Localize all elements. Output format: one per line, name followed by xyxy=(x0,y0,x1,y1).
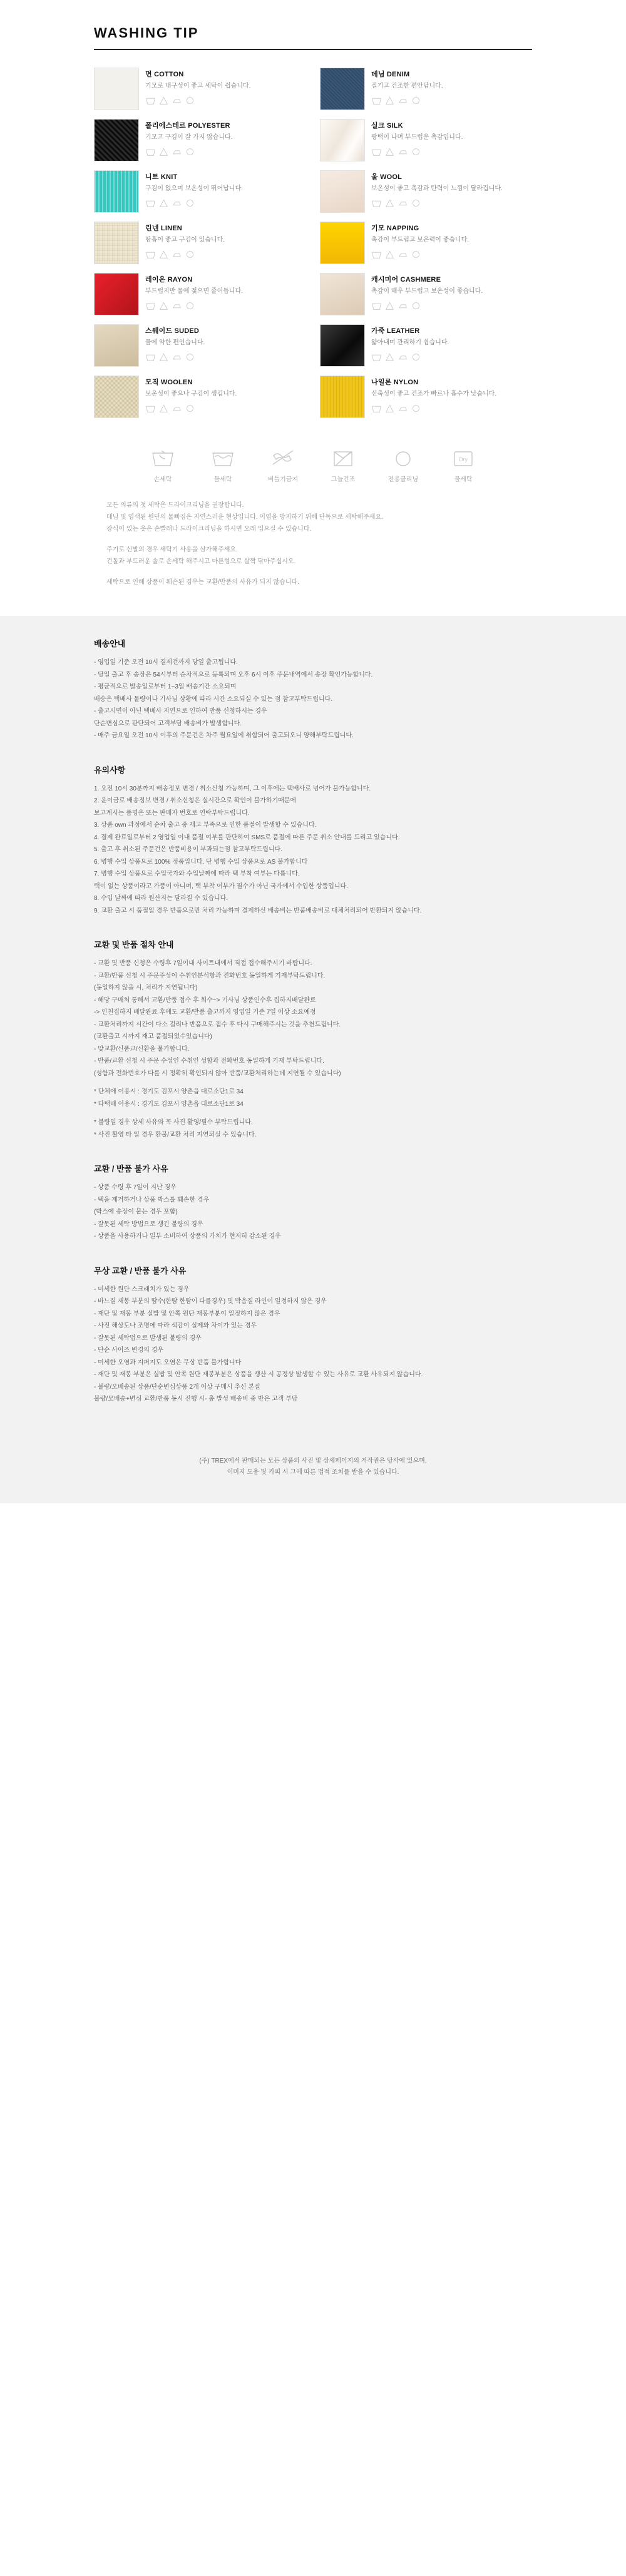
bleach-icon xyxy=(158,301,169,310)
fabric-swatch xyxy=(94,222,139,264)
iron-icon xyxy=(398,352,408,362)
dry-clean-icon xyxy=(411,352,421,362)
dry-clean-icon xyxy=(411,198,421,208)
washing-note: 세탁으로 인해 상품이 훼손된 경우는 교환/반품의 사유가 되지 않습니다. xyxy=(106,579,299,586)
wash-icon xyxy=(371,96,382,105)
fabric-swatch xyxy=(320,324,365,367)
bleach-icon xyxy=(384,96,395,105)
care-symbol xyxy=(264,447,302,483)
fabric-name: 가죽 LEATHER xyxy=(371,327,420,335)
fabric-name: 울 WOOL xyxy=(371,173,403,181)
fabric-care-icons xyxy=(371,147,463,156)
list-item: - 당일 출고 후 송장은 54시부터 순차적으로 등록되며 오후 6시 이후 주문내역에서 송장 확인가능합니다. xyxy=(94,671,373,678)
caution-section xyxy=(94,764,532,917)
fabric-swatch xyxy=(320,119,365,161)
wash-icon xyxy=(145,404,156,413)
footer-section xyxy=(0,1452,626,1503)
care-symbol xyxy=(384,447,423,483)
iron-icon xyxy=(172,147,182,156)
footer-line: 이미지 도용 및 카피 시 그에 따른 법적 조치를 받을 수 있습니다. xyxy=(227,1468,399,1476)
fabric-item xyxy=(320,376,532,418)
wash-icon xyxy=(371,198,382,208)
care-symbol xyxy=(444,447,483,483)
care-symbol-label: 그늘건조 xyxy=(331,476,356,483)
fabric-name: 폴리에스테르 POLYESTER xyxy=(145,122,230,130)
spacer xyxy=(94,1080,532,1086)
fabric-desc: 부드럽지만 물에 젖으면 줄어듭니다. xyxy=(145,288,244,295)
fabric-name: 린넨 LINEN xyxy=(145,225,182,232)
fabric-care-icons xyxy=(145,352,205,362)
free-refuse-section xyxy=(94,1264,532,1406)
shipping-section xyxy=(94,637,532,742)
list-item: (성함과 전화번호가 다를 시 정확히 확인되지 않아 반품/교환처리하는데 지연될 수 있습니다) xyxy=(94,1070,341,1077)
list-item: (박스에 송장이 붙는 경우 포함) xyxy=(94,1209,178,1215)
list-item: - 교환 및 반품 신청은 수령후 7일이내 사이트내에서 직접 접수해주시기 바랍니다. xyxy=(94,960,312,967)
fabric-desc: 보온성이 좋으나 구김이 생깁니다. xyxy=(145,391,237,397)
bleach-icon xyxy=(384,404,395,413)
washing-notes xyxy=(106,499,520,588)
care-symbol-label: 물세탁 xyxy=(454,476,473,483)
fabric-swatch xyxy=(94,170,139,213)
list-item-warning: * 사진 활영 타 일 경우 환불/교환 처리 지연되실 수 있습니다. xyxy=(94,1131,257,1138)
fabric-item xyxy=(320,222,532,264)
footer-line: (주) TREX에서 판매되는 모든 상품의 사진 및 상세페이지의 저작권은 당사에 있으며, xyxy=(199,1457,427,1464)
dry-clean-icon xyxy=(185,301,195,310)
fabric-desc: 기모고 구김이 잘 가지 않습니다. xyxy=(145,134,233,141)
care-symbol-label: 비틀기금지 xyxy=(267,476,299,483)
list-item: - 미세한 오염과 지퍼지도 오염은 무상 반품 불가합니다 xyxy=(94,1359,242,1366)
list-item: - 미세한 원단 스크래치가 있는 경우 xyxy=(94,1285,190,1293)
care-symbol-label: 손세탁 xyxy=(153,476,172,483)
list-item: - 해당 구매처 통해서 교환/반품 접수 후 회수~> 기사님 상품인수후 집하지배달완료 xyxy=(94,996,316,1004)
dry-clean-icon xyxy=(411,404,421,413)
fabric-desc: 촉감이 매우 부드럽고 보온성이 좋습니다. xyxy=(371,288,483,295)
wash-icon xyxy=(145,301,156,310)
fabric-item xyxy=(94,376,306,418)
fabric-item xyxy=(94,273,306,315)
list-item: - 반품/교환 신청 시 주문 수성인 수취인 성함과 전화번호 동일하게 기재 부탁드립니다. xyxy=(94,1058,324,1065)
fabric-item xyxy=(94,68,306,110)
fabric-swatch xyxy=(320,68,365,110)
fabric-grid xyxy=(94,68,532,418)
fabric-care-icons xyxy=(145,147,232,156)
fabric-desc: 기모로 내구성이 좋고 세탁이 쉽습니다. xyxy=(145,83,251,89)
fabric-care-icons xyxy=(371,352,449,362)
dry-clean-icon xyxy=(391,447,416,468)
bleach-icon xyxy=(384,352,395,362)
fabric-swatch xyxy=(320,222,365,264)
wash-icon xyxy=(145,198,156,208)
bleach-icon xyxy=(158,147,169,156)
bleach-icon xyxy=(384,301,395,310)
fabric-care-icons xyxy=(145,96,250,105)
fabric-item xyxy=(94,222,306,264)
wash-icon xyxy=(145,96,156,105)
fabric-name: 나일론 NYLON xyxy=(371,379,419,386)
washing-tip-section xyxy=(0,0,626,616)
bleach-icon xyxy=(158,352,169,362)
list-item: 4. 결제 완료일로부터 2 영업일 이내 품절 여부를 판단하여 SMS로 품절에 따른 주문 취소 안내를 드리고 있습니다. xyxy=(94,834,400,841)
iron-icon xyxy=(172,404,182,413)
list-item: - 교환/반품 신청 시 주문주성이 수취인분식항과 진화번호 동일하게 기재부탁드립니다. xyxy=(94,972,326,979)
iron-icon xyxy=(398,250,408,259)
list-item: - 영업일 기준 오전 10시 결제건까지 당일 출고됩니다. xyxy=(94,659,238,666)
info-section xyxy=(0,616,626,1452)
fabric-item xyxy=(320,324,532,367)
list-item: 2. 운이금로 배송정보 변경 / 취소신청은 실시간으로 확인이 불가하기때문에 xyxy=(94,797,297,804)
fabric-desc: 광택이 나며 부드럽운 촉감입니다. xyxy=(371,134,463,141)
spacer xyxy=(94,1110,532,1117)
care-symbol-label: 전용클리닝 xyxy=(387,476,419,483)
iron-icon xyxy=(172,301,182,310)
list-item: 8. 수입 날짜에 따라 원산지는 달라질 수 있습니다. xyxy=(94,895,228,902)
dry-clean-icon xyxy=(411,301,421,310)
iron-icon xyxy=(172,198,182,208)
machine-wash-icon xyxy=(210,447,235,468)
fabric-name: 캐시미어 CASHMERE xyxy=(371,276,441,284)
hand-wash-icon xyxy=(150,447,175,468)
fabric-swatch xyxy=(320,170,365,213)
list-item: - 단순 사이즈 변경의 경우 xyxy=(94,1347,164,1354)
list-item: 배송은 택배사 물량이나 기사님 상황에 따라 시간 소요되실 수 있는 점 참고부탁드립니다. xyxy=(94,695,333,703)
dry-clean-icon xyxy=(185,250,195,259)
list-item: - 잘못된 세탁 방법으로 생긴 불량의 경우 xyxy=(94,1220,203,1228)
fabric-item xyxy=(320,119,532,161)
exchange-section xyxy=(94,938,532,1141)
care-symbol-row xyxy=(94,447,532,483)
fabric-swatch xyxy=(94,273,139,315)
list-item: (교환출고 시까지 재고 품절되었수있습니다) xyxy=(94,1033,212,1040)
fabric-name: 기모 NAPPING xyxy=(371,225,419,232)
exchange-list xyxy=(94,958,532,1141)
fabric-swatch xyxy=(94,324,139,367)
washing-note: 모든 의류의 첫 세탁은 드라이크리닝을 권장합니다. 데님 및 염색된 원단의 물빠짐은 자연스러운 현상입니다. 이염을 방지하기 위해 단독으로 세탁해주세요. 장식이 있는 옷은 손빨래나 드라이크리닝을 하시면 오래 입으실 수 있습니다. xyxy=(106,502,383,533)
list-item: - 상품 수령 후 7일이 지난 경우 xyxy=(94,1184,177,1191)
iron-icon xyxy=(398,147,408,156)
bleach-icon xyxy=(158,96,169,105)
shipping-list xyxy=(94,657,532,742)
bleach-icon xyxy=(158,404,169,413)
fabric-care-icons xyxy=(145,250,225,259)
wash-icon xyxy=(145,352,156,362)
section-title: 무상 교환 / 반품 불가 사유 xyxy=(94,1265,187,1275)
list-item: 단순변심으로 판단되어 고객부담 배송비가 발생합니다. xyxy=(94,720,242,727)
fabric-name: 레이온 RAYON xyxy=(145,276,193,284)
fabric-name: 모직 WOOLEN xyxy=(145,379,193,386)
fabric-swatch xyxy=(94,68,139,110)
fabric-swatch xyxy=(94,376,139,418)
list-item: 7. 병행 수입 상품으로 수입국가와 수입날짜에 따라 택 부착 여부는 다릅니다. xyxy=(94,871,300,877)
list-item: - 매주 금요일 오전 10시 이후의 주문건은 차주 월요일에 취합되어 출고되오니 양해부탁드립니다. xyxy=(94,732,354,739)
care-symbol-label: 물세탁 xyxy=(213,476,232,483)
dry-clean-icon xyxy=(411,96,421,105)
fabric-desc: 물에 약한 편인습니다. xyxy=(145,339,205,346)
list-item: - 상품을 사용하거나 일부 소비하여 상품의 가치가 현저히 감소된 경우 xyxy=(94,1233,281,1240)
list-item: * 단체에 이용시 : 경기도 김포시 양촌읍 대로소단1로 34 xyxy=(94,1088,244,1095)
list-item: 6. 병행 수입 상품으로 100% 정품입니다. 단 병행 수입 상품으로 AS 불가합니다 xyxy=(94,858,308,866)
washing-note: 주기로 신발의 경우 세탁기 사용을 삼가해주세요. 건돌과 부드러운 솔로 손세탁 해주시고 마른형으로 살짝 닦아주십시오. xyxy=(106,546,296,565)
fabric-care-icons xyxy=(145,198,243,208)
fabric-name: 데님 DENIM xyxy=(371,71,410,78)
fabric-swatch xyxy=(320,376,365,418)
no-wring-icon xyxy=(270,447,295,468)
list-item: 5. 출고 후 취소된 주문건은 반품비용이 부과되는점 참고부탁드립니다. xyxy=(94,846,283,853)
list-item: - 맞교환/신품교/신환을 불가합니다. xyxy=(94,1045,190,1053)
list-item: - 택을 제거하거나 상품 박스를 훼손한 경우 xyxy=(94,1196,210,1204)
list-item: 불량/모배송+변심 교환/반품 동시 진행 시- 총 발성 배송비 중 반은 고객 부담 xyxy=(94,1396,298,1403)
fabric-name: 실크 SILK xyxy=(371,122,403,130)
list-item: - 평균적으로 발송일로부터 1~3일 배송기간 소요되며 xyxy=(94,683,237,690)
list-item: - 바느질 재봉 부분의 땀수(한땀 한땀이 다를경우) 및 박음질 라인이 일정하지 않은 경우 xyxy=(94,1298,327,1305)
fabric-item xyxy=(320,273,532,315)
wash-icon xyxy=(371,404,382,413)
iron-icon xyxy=(398,96,408,105)
fabric-care-icons xyxy=(145,404,237,413)
iron-icon xyxy=(172,250,182,259)
fabric-care-icons xyxy=(371,404,496,413)
dry-clean-icon xyxy=(411,147,421,156)
list-item: - 재단 및 재봉 부분은 실밥 및 안쪽 원단 재봉부분은 상품을 생산 시 공정상 발생할 수 있는 사유로 교환 사유되지 않습니다. xyxy=(94,1371,423,1378)
fabric-desc: 보온성이 좋고 촉감과 탄력이 느낌이 달라집니다. xyxy=(371,185,503,192)
iron-icon xyxy=(398,404,408,413)
wash-icon xyxy=(371,301,382,310)
page-title: WASHING TIP xyxy=(94,25,532,50)
fabric-swatch xyxy=(320,273,365,315)
section-title: 배송안내 xyxy=(94,639,126,648)
fabric-desc: 땀흡이 좋고 구김이 있습니다. xyxy=(145,237,225,243)
dry-clean-icon xyxy=(411,250,421,259)
list-item: - 잘못된 세탁법으로 발생된 불량의 경우 xyxy=(94,1334,202,1342)
list-item: 보고계시는 품명은 또는 판매자 번호로 연락부탁드립니다. xyxy=(94,809,250,817)
section-title: 교환 / 반품 불가 사유 xyxy=(94,1164,168,1173)
refuse-list xyxy=(94,1182,532,1243)
list-item: * 타택배 이용시 : 경기도 김포시 양촌읍 대로소단1로 34 xyxy=(94,1100,244,1108)
care-symbol xyxy=(203,447,242,483)
fabric-desc: 질기고 건조한 편안답니다. xyxy=(371,83,443,89)
section-title: 교환 및 반품 절차 안내 xyxy=(94,940,174,949)
fabric-item xyxy=(320,170,532,213)
dry-clean-icon xyxy=(185,96,195,105)
list-item: -> 인천집하지 배달완료 후에도 교환/반품 출고까지 영업일 기준 7일 이상 소요예정 xyxy=(94,1009,316,1016)
bleach-icon xyxy=(384,147,395,156)
fabric-desc: 신축성이 좋고 건조가 빠르나 흡수가 낮습니다. xyxy=(371,391,497,397)
wash-icon xyxy=(145,250,156,259)
bleach-icon xyxy=(384,198,395,208)
bleach-icon xyxy=(158,198,169,208)
iron-icon xyxy=(172,96,182,105)
fabric-desc: 구김이 없으며 보온성이 뛰어납니다. xyxy=(145,185,244,192)
wash-icon xyxy=(371,147,382,156)
bleach-icon xyxy=(384,250,395,259)
free-refuse-list xyxy=(94,1284,532,1406)
fabric-care-icons xyxy=(371,301,483,310)
fabric-name: 면 COTTON xyxy=(145,71,184,78)
iron-icon xyxy=(398,301,408,310)
fabric-item xyxy=(94,170,306,213)
list-item: - 재단 및 재봉 부분 실밥 및 안쪽 원단 재봉부분이 일정하지 많은 경우 xyxy=(94,1310,280,1317)
list-item: - 교환처리까지 시간이 다소 걸리나 반품으로 접수 후 다시 구매해주시는 것을 추천드립니다. xyxy=(94,1021,341,1028)
fabric-name: 스웨이드 SUDED xyxy=(145,327,200,335)
refuse-section xyxy=(94,1162,532,1243)
fabric-desc: 얇아내며 관리하기 쉽습니다. xyxy=(371,339,449,346)
list-item: - 불량/오배송된 상품/단순변심상품 2개 이상 구매시 추신 본질 xyxy=(94,1383,260,1391)
fabric-care-icons xyxy=(371,96,443,105)
shade-dry-icon xyxy=(331,447,356,468)
dry-clean-icon xyxy=(185,147,195,156)
list-item: 택이 없는 상품이라고 가품이 아니며, 택 부착 여부가 필수가 아닌 국가에서 수입한 상품입니다. xyxy=(94,882,348,890)
dry-clean-icon xyxy=(185,198,195,208)
tumble-dry-icon xyxy=(451,447,476,468)
wash-icon xyxy=(371,250,382,259)
fabric-care-icons xyxy=(371,198,503,208)
caution-list xyxy=(94,783,532,917)
iron-icon xyxy=(398,198,408,208)
svg-text:Dry: Dry xyxy=(459,456,468,463)
fabric-desc: 촉감이 부드럽고 보온력이 좋습니다. xyxy=(371,237,470,243)
iron-icon xyxy=(172,352,182,362)
dry-clean-icon xyxy=(185,352,195,362)
fabric-item xyxy=(94,324,306,367)
list-item: - 출고시면이 아닌 택배사 지연으로 인하여 반품 신청하시는 경우 xyxy=(94,708,267,715)
list-item: 3. 상품 own 과정에서 순차 출고 중 재고 부족으로 인한 품절이 발생할 수 있습니다. xyxy=(94,822,317,829)
list-item: (동일하지 않을 시, 처리가 지연됩니다) xyxy=(94,984,198,991)
list-item: 9. 교환 출고 시 품절일 경우 반품으로만 처리 가능하며 결제하신 배송비는 반품배송비로 대체처리되어 반환되지 않습니다. xyxy=(94,907,422,914)
fabric-swatch xyxy=(94,119,139,161)
wash-icon xyxy=(145,147,156,156)
dry-clean-icon xyxy=(185,404,195,413)
list-item: 1. 오전 10시 30분까지 배송정보 변경 / 취소신청 가능하며, 그 이후에는 택배사로 넘어가 불가능합니다. xyxy=(94,785,371,792)
section-title: 유의사항 xyxy=(94,765,126,775)
fabric-care-icons xyxy=(371,250,469,259)
care-symbol xyxy=(143,447,182,483)
fabric-name: 니트 KNIT xyxy=(145,173,178,181)
fabric-care-icons xyxy=(145,301,243,310)
list-item: - 사진 해상도나 조명에 따라 색감이 실제와 차이가 있는 경우 xyxy=(94,1322,257,1329)
care-symbol xyxy=(324,447,362,483)
wash-icon xyxy=(371,352,382,362)
fabric-item xyxy=(94,119,306,161)
bleach-icon xyxy=(158,250,169,259)
list-item-warning: * 불량일 경우 상세 사유와 꼭 사진 활영/필수 부탁드립니다. xyxy=(94,1119,253,1126)
fabric-item xyxy=(320,68,532,110)
